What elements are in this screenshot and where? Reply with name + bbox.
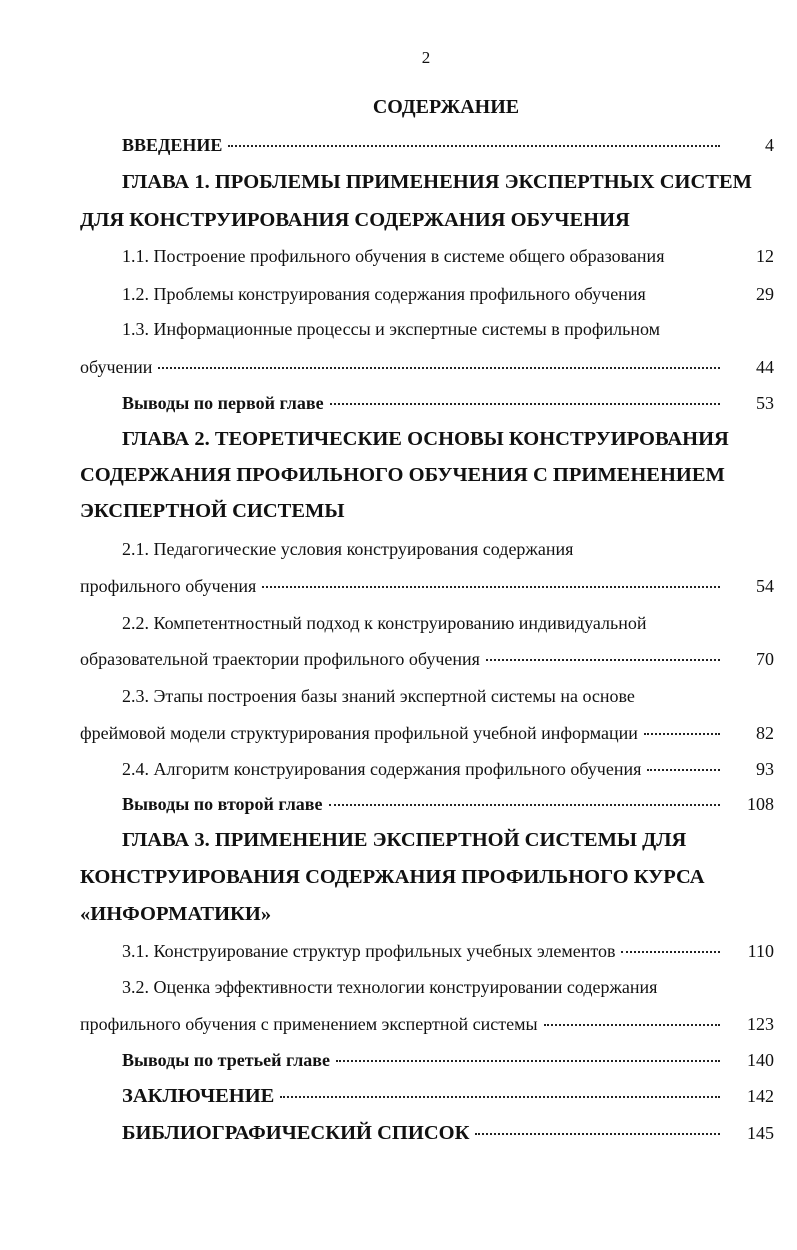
toc-entry-title: профильного обучения [80, 576, 257, 596]
toc-entry-title: фреймовой модели структурирования профильной учебной информации [80, 723, 638, 743]
toc-entry-title: ВВЕДЕНИЕ [122, 135, 223, 155]
toc-page-number: 140 [747, 1050, 774, 1070]
toc-section-2-1-title: 2.1. Педагогические условия конструирования содержания [122, 539, 574, 559]
toc-section-1-2 [122, 283, 774, 305]
toc-conclusion [122, 1085, 774, 1107]
page-number: 2 [421, 48, 431, 67]
toc-chapter-3-conclusions [122, 1049, 774, 1071]
toc-entry-title: БИБЛИОГРАФИЧЕСКИЙ СПИСОК [122, 1122, 470, 1144]
toc-page-number: 145 [747, 1123, 774, 1143]
page-title: СОДЕРЖАНИЕ [372, 96, 520, 118]
chapter-3-title: ГЛАВА 3. ПРИМЕНЕНИЕ ЭКСПЕРТНОЙ СИСТЕМЫ ДЛЯ [122, 829, 687, 851]
dot-leader [647, 769, 720, 771]
toc-section-1-3 [80, 356, 774, 378]
toc-section-2-3-title: 2.3. Этапы построения базы знаний экспертной системы на основе [122, 686, 635, 706]
dot-leader [336, 1060, 720, 1062]
toc-page-number: 12 [756, 246, 774, 266]
toc-intro [122, 134, 774, 156]
toc-chapter-2-conclusions [122, 793, 774, 815]
chapter-2-title-cont: ЭКСПЕРТНОЙ СИСТЕМЫ [80, 500, 345, 522]
toc-page-number: 123 [747, 1014, 774, 1034]
chapter-1-title-cont: ДЛЯ КОНСТРУИРОВАНИЯ СОДЕРЖАНИЯ ОБУЧЕНИЯ [80, 209, 630, 231]
toc-entry-title: Выводы по второй главе [122, 794, 323, 814]
toc-entry-title: обучении [80, 357, 153, 377]
toc-section-3-1 [122, 940, 774, 962]
toc-section-1-1 [122, 245, 774, 267]
toc-entry-title: профильного обучения с применением экспертной системы [80, 1014, 538, 1034]
toc-page-number: 4 [765, 135, 774, 155]
dot-leader [475, 1133, 720, 1135]
toc-entry-title: Выводы по первой главе [122, 393, 324, 413]
toc-page-number: 70 [756, 649, 774, 669]
toc-entry-title: Выводы по третьей главе [122, 1050, 331, 1070]
toc-page-number: 53 [756, 393, 774, 413]
toc-page-number: 142 [747, 1086, 774, 1106]
dot-leader [329, 804, 721, 806]
toc-section-3-2 [80, 1013, 774, 1035]
toc-section-2-2-title: 2.2. Компетентностный подход к конструированию индивидуальной [122, 613, 647, 633]
toc-entry-title: ЗАКЛЮЧЕНИЕ [122, 1085, 275, 1107]
dot-leader [228, 145, 720, 147]
toc-entry-title: образовательной траектории профильного обучения [80, 649, 480, 669]
dot-leader [621, 951, 720, 953]
dot-leader [644, 733, 720, 735]
chapter-3-title-cont: «ИНФОРМАТИКИ» [80, 903, 272, 925]
toc-page-number: 108 [747, 794, 774, 814]
toc-page-number: 54 [756, 576, 774, 596]
toc-section-2-3 [80, 722, 774, 744]
chapter-2-title: ГЛАВА 2. ТЕОРЕТИЧЕСКИЕ ОСНОВЫ КОНСТРУИРОВАНИЯ [122, 428, 729, 450]
dot-leader [544, 1024, 720, 1026]
dot-leader [158, 367, 720, 369]
dot-leader [280, 1096, 720, 1098]
toc-section-1-3-title: 1.3. Информационные процессы и экспертные системы в профильном [122, 319, 661, 339]
toc-page-number: 44 [756, 357, 774, 377]
toc-page-number: 110 [747, 941, 774, 961]
toc-chapter-1-conclusions [122, 392, 774, 414]
toc-section-2-2 [80, 648, 774, 670]
dot-leader [330, 403, 720, 405]
toc-section-2-4 [122, 758, 774, 780]
toc-page-number: 29 [756, 284, 774, 304]
chapter-1-title: ГЛАВА 1. ПРОБЛЕМЫ ПРИМЕНЕНИЯ ЭКСПЕРТНЫХ СИСТЕМ [122, 171, 752, 193]
chapter-3-title-cont: КОНСТРУИРОВАНИЯ СОДЕРЖАНИЯ ПРОФИЛЬНОГО КУРСА [80, 866, 705, 888]
chapter-2-title-cont: СОДЕРЖАНИЯ ПРОФИЛЬНОГО ОБУЧЕНИЯ С ПРИМЕНЕНИЕМ [80, 464, 725, 486]
toc-entry-title: 3.1. Конструирование структур профильных учебных элементов [122, 941, 616, 961]
toc-entry-title: 2.4. Алгоритм конструирования содержания профильного обучения [122, 759, 642, 779]
toc-entry-title: 1.2. Проблемы конструирования содержания профильного обучения [122, 284, 646, 304]
toc-section-3-2-title: 3.2. Оценка эффективности технологии конструировании содержания [122, 977, 658, 997]
toc-page-number: 82 [756, 723, 774, 743]
dot-leader [262, 586, 720, 588]
toc-section-2-1 [80, 575, 774, 597]
dot-leader [486, 659, 720, 661]
toc-bibliography [122, 1122, 774, 1144]
toc-page-number: 93 [756, 759, 774, 779]
toc-entry-title: 1.1. Построение профильного обучения в системе общего образования [122, 246, 665, 266]
